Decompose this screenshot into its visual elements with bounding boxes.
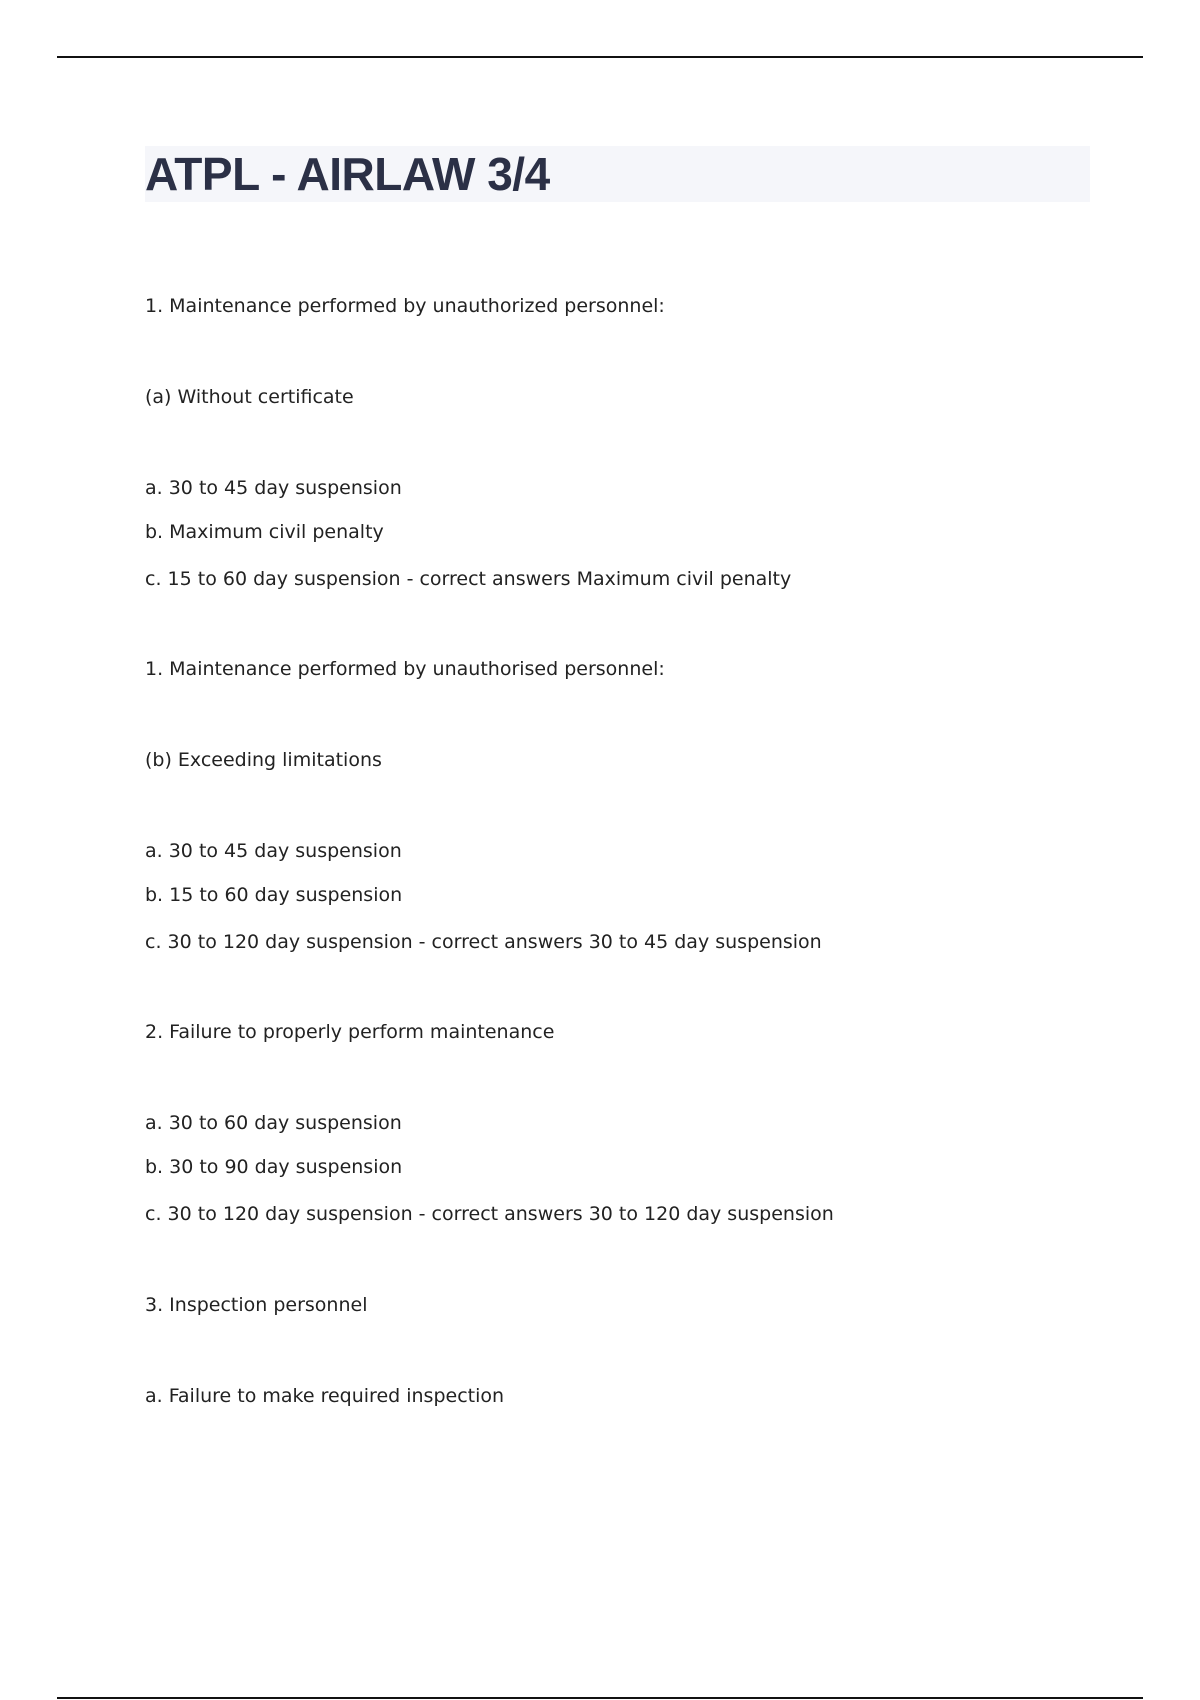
answer-option: c. 30 to 120 day suspension - correct answers 30 to 120 day suspension bbox=[145, 1203, 834, 1225]
answer-option: b. Maximum civil penalty bbox=[145, 521, 384, 543]
question-text: 2. Failure to properly perform maintenance bbox=[145, 1021, 555, 1043]
answer-option: a. Failure to make required inspection bbox=[145, 1385, 505, 1407]
answer-option: b. 30 to 90 day suspension bbox=[145, 1156, 403, 1178]
answer-option: a. 30 to 60 day suspension bbox=[145, 1112, 402, 1134]
top-rule bbox=[57, 56, 1143, 58]
answer-option: c. 15 to 60 day suspension - correct answers Maximum civil penalty bbox=[145, 568, 792, 590]
question-text: 1. Maintenance performed by unauthorized personnel: bbox=[145, 295, 665, 317]
question-text: 1. Maintenance performed by unauthorised personnel: bbox=[145, 658, 665, 680]
sub-question-text: (a) Without certificate bbox=[145, 386, 354, 408]
question-text: 3. Inspection personnel bbox=[145, 1294, 368, 1316]
answer-option: b. 15 to 60 day suspension bbox=[145, 884, 403, 906]
sub-question-text: (b) Exceeding limitations bbox=[145, 749, 382, 771]
answer-option: a. 30 to 45 day suspension bbox=[145, 840, 402, 862]
bottom-rule bbox=[57, 1697, 1143, 1699]
page-title: ATPL - AIRLAW 3/4 bbox=[145, 148, 550, 200]
answer-option: c. 30 to 120 day suspension - correct answers 30 to 45 day suspension bbox=[145, 931, 822, 953]
answer-option: a. 30 to 45 day suspension bbox=[145, 477, 402, 499]
